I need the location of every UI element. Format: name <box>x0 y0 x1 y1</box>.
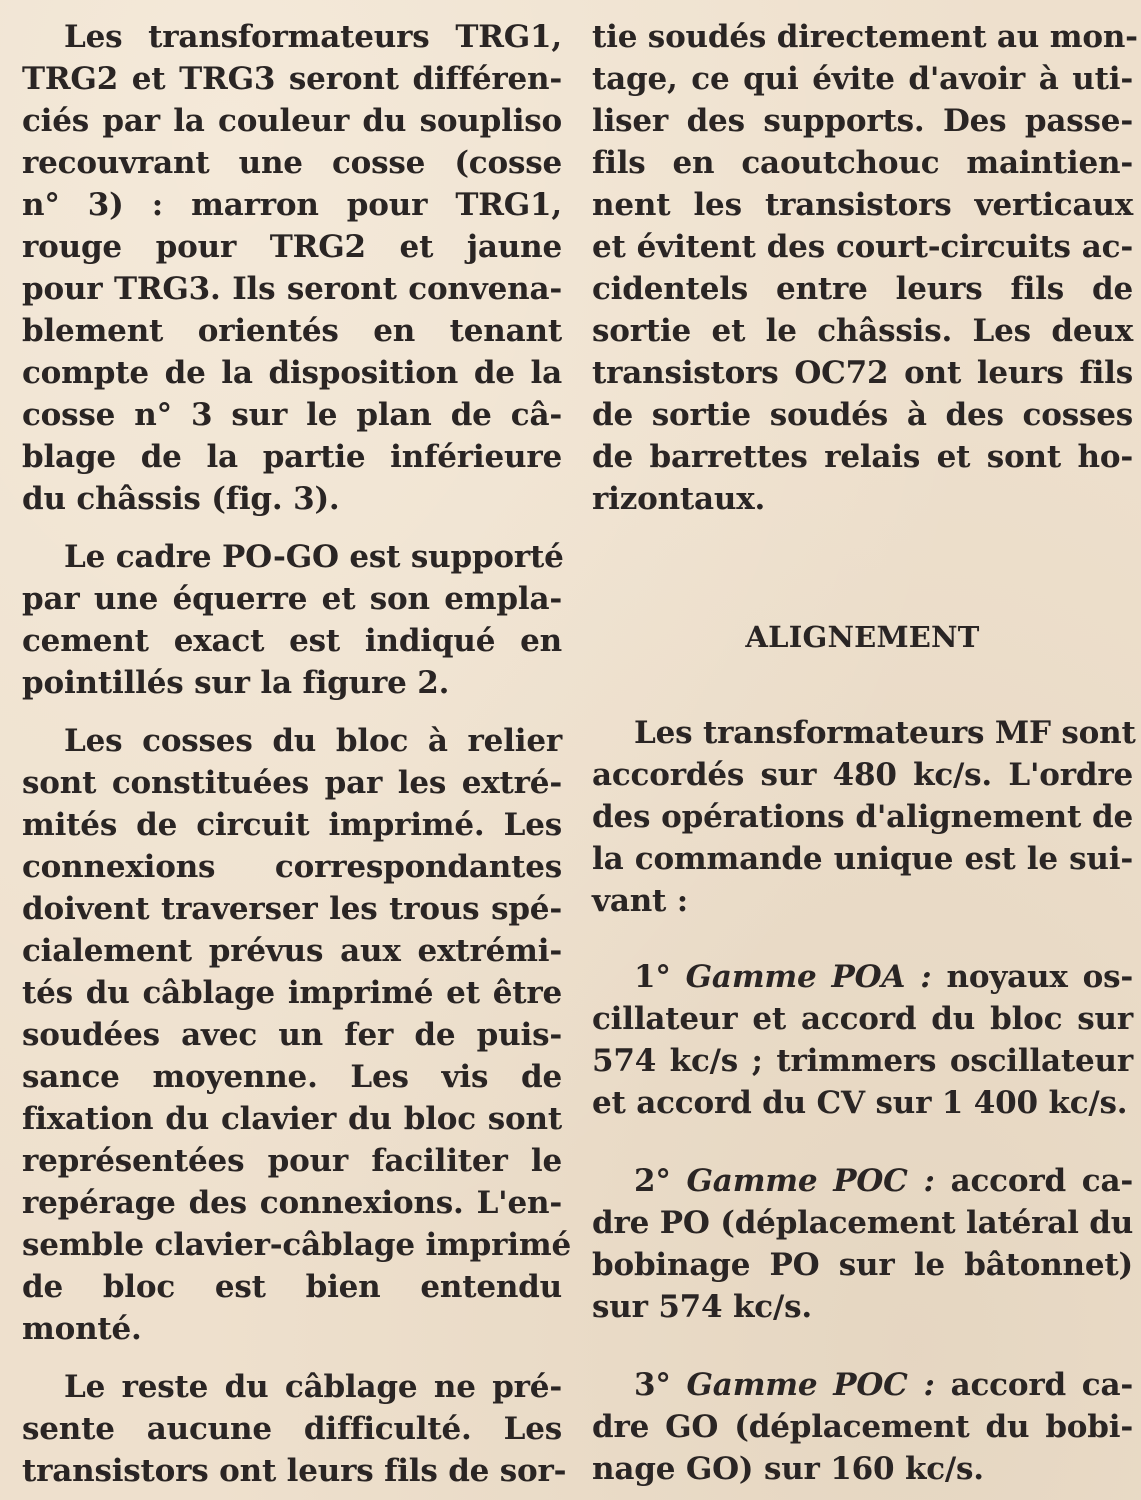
text-line: vant : <box>592 883 688 919</box>
step-1-text: noyaux os- <box>946 959 1134 995</box>
text-line: TRG2 et TRG3 seront différen- <box>22 61 562 97</box>
text-line: Les cosses du bloc à relier <box>64 723 562 759</box>
step-3-number: 3° <box>634 1367 671 1403</box>
step-2-text: accord ca- <box>950 1163 1134 1199</box>
text-line: blage de la partie inférieure <box>22 439 562 475</box>
step-2-first-line <box>592 1160 1133 1202</box>
step-2-label: Gamme POC : <box>686 1163 935 1199</box>
step-1-number: 1° <box>634 959 671 995</box>
text-line: tage, ce qui évite d'avoir à uti- <box>592 61 1133 97</box>
text-line: cillateur et accord du bloc sur <box>592 1001 1133 1037</box>
text-line: de sortie soudés à des cosses <box>592 397 1133 433</box>
step-3-label: Gamme POC : <box>686 1367 935 1403</box>
text-line: pointillés sur la figure 2. <box>22 665 450 701</box>
text-line: recouvrant une cosse (cosse <box>22 145 562 181</box>
text-line: fixation du clavier du bloc sont <box>22 1101 562 1137</box>
text-line: des opérations d'alignement de <box>592 799 1133 835</box>
text-line: monté. <box>22 1311 142 1347</box>
text-line: accordés sur 480 kc/s. L'ordre <box>592 757 1133 793</box>
text-line: de barrettes relais et sont ho- <box>592 439 1133 475</box>
text-line: tés du câblage imprimé et être <box>22 975 562 1011</box>
text-line: rizontaux. <box>592 481 766 517</box>
text-line: dre PO (déplacement latéral du <box>592 1205 1134 1241</box>
step-1-label: Gamme POA : <box>685 959 932 995</box>
text-line: sortie et le châssis. Les deux <box>592 313 1133 349</box>
text-line: sance moyenne. Les vis de <box>22 1059 562 1095</box>
text-line: n° 3) : marron pour TRG1, <box>22 187 562 223</box>
text-line: par une équerre et son empla- <box>22 581 562 617</box>
text-line: Les transformateurs MF sont <box>634 715 1136 751</box>
text-line: cement exact est indiqué en <box>22 623 562 659</box>
text-line: tie soudés directement au mon- <box>592 19 1138 55</box>
text-line: semble clavier-câblage imprimé <box>22 1227 571 1263</box>
text-line: bobinage PO sur le bâtonnet) <box>592 1247 1133 1283</box>
text-line: sur 574 kc/s. <box>592 1289 812 1325</box>
text-line: transistors OC72 ont leurs fils <box>592 355 1133 391</box>
text-line: pour TRG3. Ils seront convena- <box>22 271 562 307</box>
text-line: Le reste du câblage ne pré- <box>64 1369 562 1405</box>
text-line: soudées avec un fer de puis- <box>22 1017 562 1053</box>
text-line: fils en caoutchouc maintien- <box>592 145 1133 181</box>
text-line: sont constituées par les extré- <box>22 765 562 801</box>
text-line: mités de circuit imprimé. Les <box>22 807 562 843</box>
step-2-number: 2° <box>634 1163 671 1199</box>
text-line: et accord du CV sur 1 400 kc/s. <box>592 1085 1128 1121</box>
text-line: ciés par la couleur du soupliso <box>22 103 562 139</box>
step-3-first-line <box>592 1364 1133 1406</box>
text-line: représentées pour faciliter le <box>22 1143 562 1179</box>
text-line: de bloc est bien entendu <box>22 1269 562 1305</box>
section-heading: ALIGNEMENT <box>745 620 980 654</box>
text-line: du châssis (fig. 3). <box>22 481 340 517</box>
step-1-first-line <box>592 956 1133 998</box>
text-line: sente aucune difficulté. Les <box>22 1411 562 1447</box>
text-line: rouge pour TRG2 et jaune <box>22 229 562 265</box>
text-line: repérage des connexions. L'en- <box>22 1185 562 1221</box>
text-line: nent les transistors verticaux <box>592 187 1133 223</box>
text-line: Le cadre PO-GO est supporté <box>64 539 564 575</box>
text-line: cialement prévus aux extrémi- <box>22 933 562 969</box>
text-line: blement orientés en tenant <box>22 313 562 349</box>
text-line: et évitent des court-circuits ac- <box>592 229 1133 265</box>
text-line: liser des supports. Des passe- <box>592 103 1133 139</box>
text-line: cosse n° 3 sur le plan de câ- <box>22 397 562 433</box>
text-line: nage GO) sur 160 kc/s. <box>592 1451 984 1487</box>
text-line: transistors ont leurs fils de sor- <box>22 1453 567 1489</box>
text-line: connexions correspondantes <box>22 849 562 885</box>
text-line: Les transformateurs TRG1, <box>64 19 562 55</box>
text-line: dre GO (déplacement du bobi- <box>592 1409 1133 1445</box>
step-3-text: accord ca- <box>950 1367 1134 1403</box>
text-line: 574 kc/s ; trimmers oscillateur <box>592 1043 1133 1079</box>
text-line: doivent traverser les trous spé- <box>22 891 562 927</box>
text-line: cidentels entre leurs fils de <box>592 271 1133 307</box>
text-line: la commande unique est le sui- <box>592 841 1133 877</box>
text-line: compte de la disposition de la <box>22 355 562 391</box>
